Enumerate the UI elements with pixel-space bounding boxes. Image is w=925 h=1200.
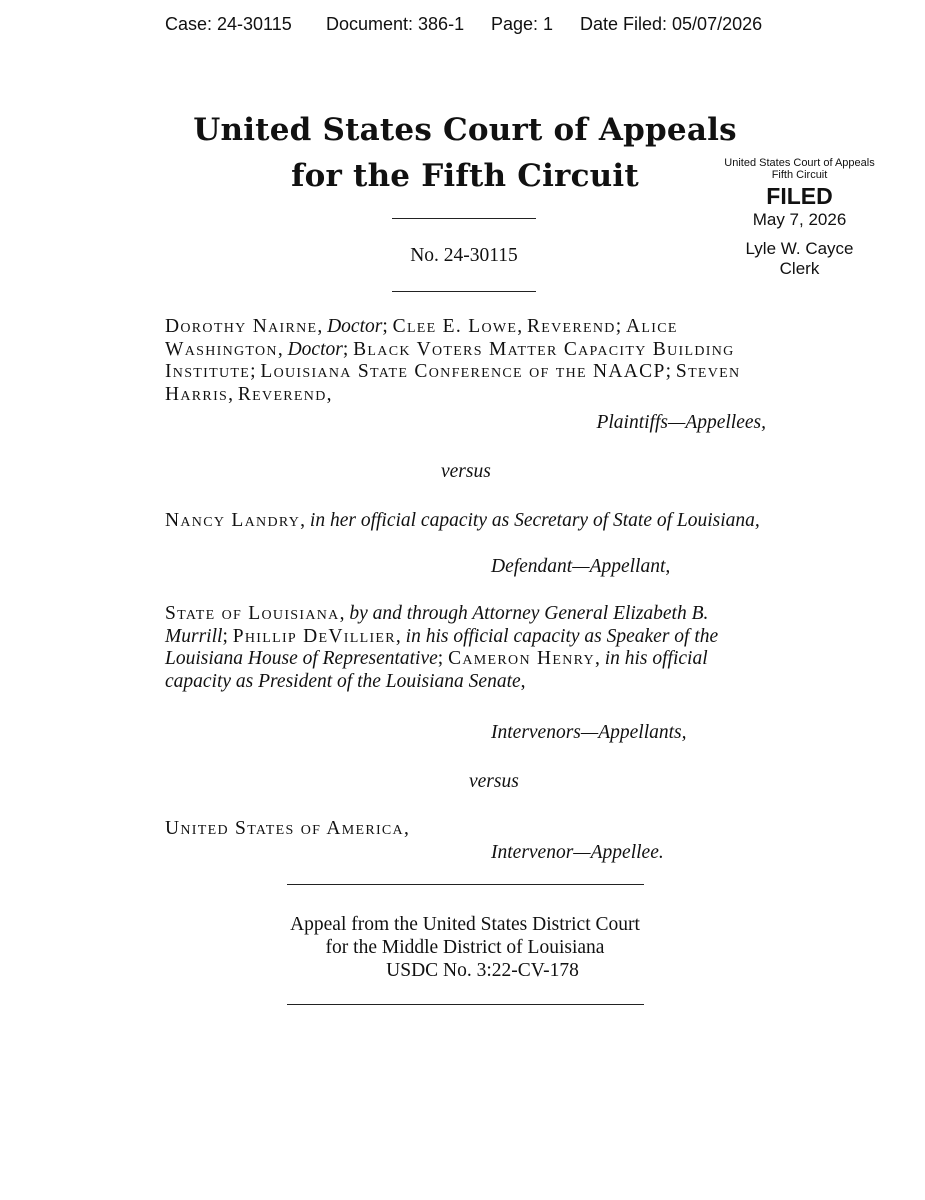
intervenors-role: Intervenors—Appellants,	[491, 722, 687, 743]
divider	[287, 1004, 644, 1005]
party-name: Dorothy Nairne	[165, 316, 318, 337]
party-desc: in his official capacity as President of the Louisiana Senate	[165, 648, 708, 692]
party-desc: Reverend	[526, 316, 616, 337]
stamp-clerk-title: Clerk	[779, 259, 820, 278]
party-name: Cameron Henry	[448, 648, 595, 669]
party-name: Phillip DeVillier	[232, 625, 396, 647]
defendant-role: Defendant—Appellant,	[491, 556, 671, 577]
versus-label: versus	[469, 771, 519, 792]
court-title-line2: for the Fifth Circuit	[291, 158, 639, 194]
header-document: Document: 386-1	[326, 14, 465, 34]
header-date-filed: Date Filed: 05/07/2026	[580, 14, 763, 34]
stamp-date: May 7, 2026	[752, 210, 847, 229]
party-name: Alice Washington	[165, 316, 678, 360]
party-desc: Doctor	[327, 316, 383, 337]
defendant: Nancy Landry, in her official capacity as Secretary of State of Louisiana,	[165, 510, 760, 531]
party-desc: Reverend	[237, 383, 327, 405]
appeal-line-1: Appeal from the United States District Court	[290, 914, 640, 935]
filed-stamp	[712, 157, 887, 279]
party-name: Louisiana State Conference of the NAACP	[260, 361, 666, 382]
header-page: Page: 1	[491, 14, 554, 34]
plaintiffs-list: Dorothy Nairne, Doctor; Clee E. Lowe, Reverend; Alice Washington, Doctor; Black Voters Matter Capacity Building Institute; Louisiana State Conference of the NAACP; Steven Harris, Reverend,	[165, 316, 741, 405]
court-title-line1: United States Court of Appeals	[193, 112, 737, 148]
stamp-court: United States Court of Appeals	[724, 157, 875, 169]
party-name: Clee E. Lowe	[392, 316, 518, 337]
party-name: Nancy Landry	[165, 510, 301, 531]
party-desc: Doctor	[287, 338, 343, 360]
header-case: Case: 24-30115	[165, 14, 292, 34]
appeal-info	[240, 913, 690, 982]
party-name: Black Voters Matter Capacity Building Institute	[165, 338, 735, 382]
versus-label: versus	[441, 461, 491, 482]
party-name: Steven Harris	[165, 361, 741, 405]
case-number: No. 24-30115	[410, 245, 518, 266]
party-desc: in his official capacity as Speaker of the Louisiana House of Representative	[165, 625, 719, 669]
plaintiffs-role: Plaintiffs—Appellees,	[596, 412, 766, 433]
divider	[392, 218, 536, 219]
party-desc: by and through Attorney General Elizabeth B. Murrill	[165, 603, 709, 647]
stamp-clerk-name: Lyle W. Cayce	[745, 239, 854, 258]
party-name: State of Louisiana	[165, 603, 340, 624]
divider	[392, 291, 536, 292]
intervenor-us-role: Intervenor—Appellee.	[491, 842, 664, 863]
intervenors-list: State of Louisiana, by and through Attorney General Elizabeth B. Murrill; Phillip DeVillier, in his official capacity as Speaker of the Louisiana House of Representative; Cameron Henry, in his official capacity as President of the Louisiana Senate,	[165, 603, 719, 692]
stamp-filed: FILED	[766, 183, 833, 209]
party-desc: in her official capacity as Secretary of State of Louisiana,	[309, 510, 760, 531]
appeal-line-2: for the Middle District of Louisiana	[325, 937, 605, 958]
appeal-line-3: USDC No. 3:22-CV-178	[386, 960, 579, 981]
divider	[287, 884, 644, 885]
stamp-circuit: Fifth Circuit	[771, 169, 828, 181]
intervenor-us: United States of America,	[165, 818, 411, 839]
